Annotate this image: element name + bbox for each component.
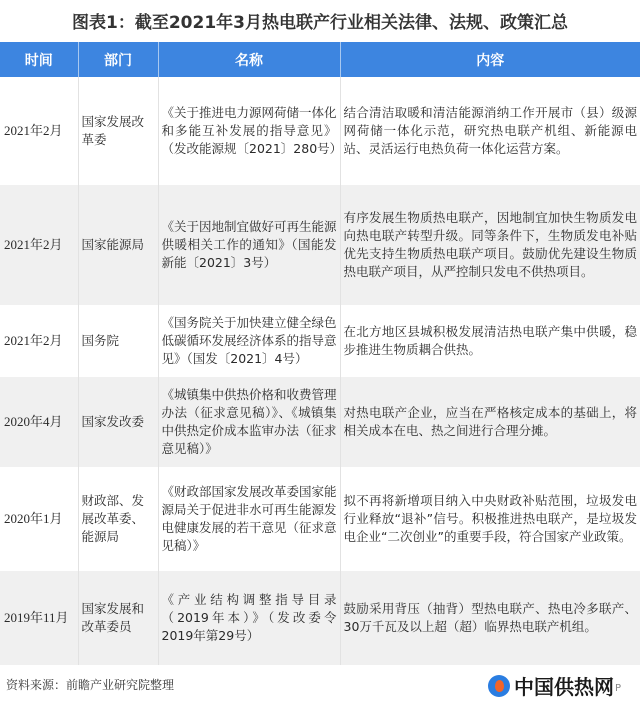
cell-content: 有序发展生物质热电联产，因地制宜加快生物质发电向热电联产转型升级。同等条件下，生物质发电补贴优先支持生物质热电联产项目。鼓励优先建设生物质热电联产项目，从严控制只发电不供热项目。 xyxy=(340,185,640,305)
table-row xyxy=(0,305,640,377)
cell-name: 《产业结构调整指导目录（2019年本）》（发改委令2019年第29号） xyxy=(158,571,340,665)
table-header-row xyxy=(0,42,640,77)
cell-dept: 财政部、发展改革委、能源局 xyxy=(78,467,158,571)
logo-suffix: P xyxy=(615,683,622,694)
cell-name: 《财政部国家发展改革委国家能源局关于促进非水可再生能源发电健康发展的若干意见（征求意见稿）》 xyxy=(158,467,340,571)
cell-name: 《关于推进电力源网荷储一体化和多能互补发展的指导意见》（发改能源规〔2021〕280号） xyxy=(158,77,340,185)
chart-title: 图表1：截至2021年3月热电联产行业相关法律、法规、政策汇总 xyxy=(72,13,568,33)
column-header-name: 名称 xyxy=(158,42,340,77)
cell-content: 结合清洁取暖和清洁能源消纳工作开展市（县）级源网荷储一体化示范，研究热电联产机组、新能源电站、灵活运行电热负荷一体化运营方案。 xyxy=(340,77,640,185)
source-note: 资料来源：前瞻产业研究院整理 xyxy=(6,678,175,692)
cell-dept: 国家发改委 xyxy=(78,377,158,467)
logo-text: 中国供热网 xyxy=(514,675,614,699)
cell-time: 2020年1月 xyxy=(0,467,78,571)
cell-dept: 国家发展改革委 xyxy=(78,77,158,185)
cell-content: 拟不再将新增项目纳入中央财政补贴范围，垃圾发电行业释放“退补”信号。积极推进热电联产，是垃圾发电企业“二次创业”的重要手段，符合国家产业政策。 xyxy=(340,467,640,571)
cell-dept: 国务院 xyxy=(78,305,158,377)
cell-dept: 国家能源局 xyxy=(78,185,158,305)
column-header-content: 内容 xyxy=(340,42,640,77)
cell-time: 2020年4月 xyxy=(0,377,78,467)
flame-icon xyxy=(488,675,510,697)
cell-time: 2021年2月 xyxy=(0,185,78,305)
table-row xyxy=(0,467,640,571)
column-header-dept: 部门 xyxy=(78,42,158,77)
table-row xyxy=(0,185,640,305)
cell-time: 2019年11月 xyxy=(0,571,78,665)
table-row xyxy=(0,571,640,665)
cell-content: 在北方地区县城积极发展清洁热电联产集中供暖，稳步推进生物质耦合供热。 xyxy=(340,305,640,377)
policy-table xyxy=(0,42,640,665)
column-header-time: 时间 xyxy=(0,42,78,77)
table-row xyxy=(0,77,640,185)
cell-time: 2021年2月 xyxy=(0,305,78,377)
cell-name: 《城镇集中供热价格和收费管理办法（征求意见稿）》、《城镇集中供热定价成本监审办法（征求意见稿）》 xyxy=(158,377,340,467)
cell-name: 《国务院关于加快建立健全绿色低碳循环发展经济体系的指导意见》（国发〔2021〕4号） xyxy=(158,305,340,377)
site-logo xyxy=(488,671,621,700)
table-row xyxy=(0,377,640,467)
cell-dept: 国家发展和改革委员 xyxy=(78,571,158,665)
cell-content: 对热电联产企业，应当在严格核定成本的基础上，将相关成本在电、热之间进行合理分摊。 xyxy=(340,377,640,467)
cell-content: 鼓励采用背压（抽背）型热电联产、热电冷多联产、30万千瓦及以上超（超）临界热电联产机组。 xyxy=(340,571,640,665)
cell-time: 2021年2月 xyxy=(0,77,78,185)
cell-name: 《关于因地制宜做好可再生能源供暖相关工作的通知》（国能发新能〔2021〕3号） xyxy=(158,185,340,305)
